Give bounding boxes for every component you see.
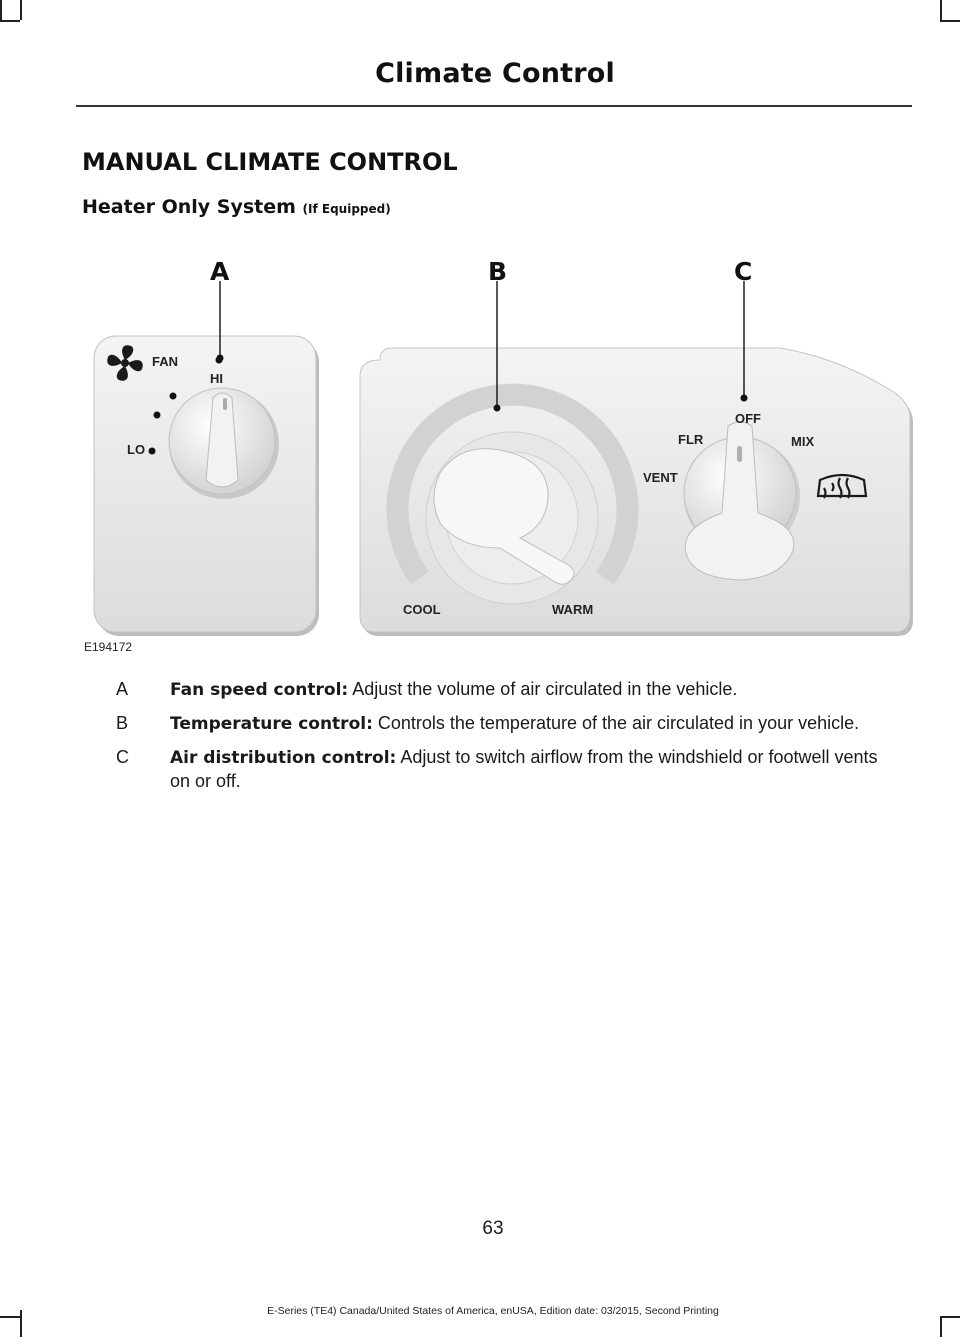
subsection-title-text: Heater Only System: [82, 196, 296, 218]
fan-speed-dot: [149, 448, 156, 455]
fan-hi-label: HI: [210, 371, 223, 386]
legend-term: Temperature control:: [170, 714, 373, 734]
legend-item: [116, 678, 896, 702]
fan-lo-label: LO: [127, 442, 146, 457]
crop-mark: [940, 0, 942, 20]
legend-item: [116, 712, 896, 736]
legend-letter: B: [116, 713, 129, 733]
legend-text: [170, 746, 896, 793]
callout-b-label: B: [488, 257, 508, 286]
fan-speed-dot: [154, 412, 161, 419]
legend-term: Air distribution control:: [170, 748, 397, 768]
crop-mark: [940, 20, 960, 22]
crop-mark: [20, 0, 22, 20]
legend-description: Adjust to switch airflow from the windshield or footwell vents on or off.: [170, 747, 878, 791]
callout-a-label: A: [210, 257, 230, 286]
legend-item: [116, 746, 896, 793]
temperature-cool-label: COOL: [403, 602, 441, 617]
header-divider: [76, 105, 912, 107]
page-number: 63: [482, 1218, 504, 1239]
legend-term: Fan speed control:: [170, 680, 349, 700]
fan-speed-dot: [170, 393, 177, 400]
section-title: MANUAL CLIMATE CONTROL: [82, 148, 458, 176]
crop-mark: [0, 0, 2, 20]
subsection-title: [82, 196, 391, 218]
temperature-warm-label: WARM: [552, 602, 594, 617]
page-footer: E-Series (TE4) Canada/United States of America, enUSA, Edition date: 03/2015, Second Printing: [267, 1305, 719, 1317]
callout-c-label: C: [734, 257, 753, 286]
subsection-qualifier: (If Equipped): [302, 202, 391, 216]
legend-text: [170, 678, 896, 702]
legend-letter: A: [116, 679, 129, 699]
distribution-off-label: OFF: [735, 411, 761, 426]
legend-list: [116, 678, 896, 803]
distribution-mix-label: MIX: [791, 434, 815, 449]
legend-text: [170, 712, 896, 736]
legend-letter: C: [116, 747, 129, 767]
fan-label: FAN: [152, 354, 178, 369]
crop-mark: [0, 20, 20, 22]
crop-mark: [940, 1316, 942, 1337]
distribution-flr-label: FLR: [678, 432, 704, 447]
climate-control-figure: [80, 248, 920, 638]
legend-description: Adjust the volume of air circulated in the vehicle.: [348, 679, 738, 699]
distribution-vent-label: VENT: [643, 470, 678, 485]
page-header-title: Climate Control: [375, 58, 615, 89]
figure-id: E194172: [84, 640, 133, 654]
legend-description: Controls the temperature of the air circulated in your vehicle.: [372, 713, 860, 733]
